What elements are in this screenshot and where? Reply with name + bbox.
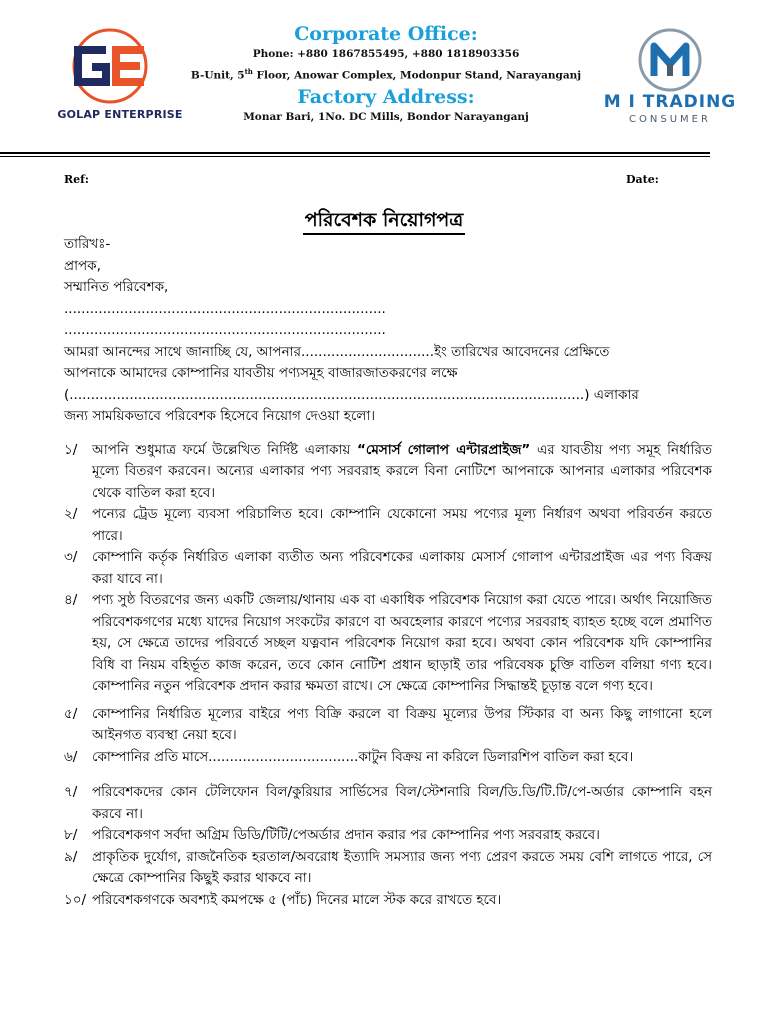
- clause-text: প্রাকৃতিক দুর্যোগ, রাজনৈতিক হরতাল/অবরোধ ইত্যাদি সমস্যার জন্য পণ্য প্রেরণ করতে সময় বেশি লাগতে পারে, সে ক্ষেত্রে কোম্পানির কিছুই করার থাকবে না।: [92, 848, 712, 886]
- clause-6: [64, 747, 712, 769]
- clause-4: [64, 590, 712, 698]
- clause-9: [64, 847, 712, 890]
- company-info: [180, 22, 592, 126]
- phone-line: Phone: +880 1867855495, +880 1818903356: [252, 48, 520, 60]
- letter-body: [64, 234, 712, 911]
- clause-number: ১০/: [64, 891, 87, 908]
- intro-paragraph-line-3: (........................................................................................................................) এলাকার: [64, 386, 639, 403]
- clause-text: পরিবেশকদের কোন টেলিফোন বিল/কুরিয়ার সার্ভিসের বিল/স্টেশনারি বিল/ডি.ডি/টি.টি/পে-অর্ডার কোম্পানি বহন করবে না।: [92, 784, 712, 822]
- clause-text: কোম্পানির নির্ধারিত মূল্যের বাইরে পণ্য বিক্রি করলে বা বিক্রয় মূল্যের উপর স্টিকার বা অন্য কিছু লাগানো হলে আইনগত ব্যবস্থা নেয়া হবে।: [92, 705, 712, 743]
- date-line: তারিখঃ-: [64, 236, 111, 252]
- header-divider-thin: [0, 156, 710, 157]
- golap-enterprise-name: GOLAP ENTERPRISE: [57, 108, 183, 121]
- date-label: Date:: [626, 173, 659, 186]
- golap-enterprise-logo: [40, 26, 183, 136]
- intro-paragraph-line-1: আমরা আনন্দের সাথে জানাচ্ছি যে, আপনার...............................ইং তারিখের আবেদনের প্রেক্ষিতে: [64, 343, 610, 360]
- clause-text: পণ্য সুষ্ঠ বিতরণের জন্য একটি জেলায়/থানায় এক বা একাধিক পরিবেশক নিয়োগ করা যেতে পারে। অর্থাৎ নিয়োজিত পরিবেশকগণের মধ্যে যাদের নিয়োগ সংকটের কারণে বা অবহেলার কারণে পণ্যের সরবরাহ ব্যাহত হচ্ছে বলে প্রমাণিত হয়, সে ক্ষেত্রে তাদের পরিবর্তে সচ্ছল যত্নবান পরিবেশক নিয়োগ করা হবে। অথবা কোন পরিবেশক যদি কোম্পানির বিধি বা নিয়ম বহির্ভূত কাজ করেন, তবে কোন নোটিশ প্রধান ছাড়াই তার পরিবেষক চুক্তি বাতিল বলিয়া গণ্য হবে। কোম্পানির নতুন পরিবেশক প্রদান করার ক্ষমতা রাখে। সে ক্ষেত্রে কোম্পানির সিদ্ধান্তই চূড়ান্ত বলে গণ্য হবে।: [92, 592, 712, 694]
- clause-3: [64, 547, 712, 590]
- intro-paragraph-line-4: জন্য সাময়িকভাবে পরিবেশক হিসেবে নিয়োগ দেওয়া হলো।: [64, 408, 376, 424]
- factory-address: Monar Bari, 1No. DC Mills, Bondor Narayanganj: [243, 110, 529, 123]
- clause-number: ৩/: [64, 549, 78, 565]
- document-title: পরিবেশক নিয়োগপত্র: [0, 206, 768, 238]
- clause-number: ১/: [64, 441, 78, 458]
- blank-line-1: ...........................................................................: [64, 300, 386, 317]
- header-divider: [0, 152, 710, 154]
- ge-logo-icon: [40, 26, 180, 106]
- factory-address-heading: Factory Address:: [297, 85, 475, 108]
- intro-paragraph-line-2: আপনাকে আমাদের কোম্পানির যাবতীয় পণ্যসমূহ বাজারজাতকরণের লক্ষে: [64, 365, 458, 381]
- clause-number: ৪/: [64, 592, 78, 608]
- corporate-office-heading: Corporate Office:: [294, 23, 478, 45]
- clause-text: পরিবেশকগণকে অবশ্যই কমপক্ষে ৫ (পাঁচ) দিনের মালে স্টক করে রাখতে হবে।: [92, 891, 502, 908]
- clause-7: [64, 782, 712, 825]
- company-name-bold: “মেসার্স গোলাপ এন্টারপ্রাইজ”: [357, 441, 531, 458]
- clause-1: [64, 440, 712, 505]
- clause-5: [64, 704, 712, 747]
- salutation-line: সম্মানিত পরিবেশক,: [64, 279, 169, 295]
- mi-trading-name: M I TRADING: [603, 92, 737, 112]
- clause-number: ৭/: [64, 784, 78, 800]
- clause-text: কোম্পানির প্রতি মাসে...................................কাটুন বিক্রয় না করিলে ডিলারশিপ বাতিল করা হবে।: [92, 748, 634, 765]
- clause-text: পরিবেশকগণ সর্বদা অগ্রিম ডিডি/টিটি/পেঅর্ডার প্রদান করার পর কোম্পানির পণ্য সরবরাহ করবে।: [92, 827, 600, 843]
- clause-8: [64, 825, 712, 847]
- blank-line-2: ...........................................................................: [64, 322, 386, 338]
- corporate-address: B-Unit, 5th Floor, Anowar Complex, Modonpur Stand, Narayanganj: [190, 67, 582, 82]
- clause-number: ৮/: [64, 827, 78, 843]
- clause-number: ৬/: [64, 748, 78, 765]
- mi-trading-subtitle: CONSUMER: [629, 114, 711, 125]
- ref-label: Ref:: [64, 173, 89, 186]
- clause-number: ৯/: [64, 848, 78, 865]
- mi-trading-logo: [590, 26, 750, 136]
- clause-10: [64, 890, 712, 912]
- letterhead: [0, 0, 768, 160]
- recipient-line: প্রাপক,: [64, 257, 101, 274]
- clause-number: ৫/: [64, 705, 78, 722]
- clause-2: [64, 504, 712, 547]
- clause-text: আপনি শুধুমাত্র ফর্মে উল্লেখিত নির্দিষ্ট এলাকায় “মেসার্স গোলাপ এন্টারপ্রাইজ” এর যাবতীয় পণ্য সমূহ নির্ধারিত মূল্যে বিতরণ করবেন। অন্যের এলাকার পণ্য সরবরাহ করলে বিনা নোটিশে আপনাকে আপনার এলাকার পরিবেশক থেকে বাতিল করা হবে।: [92, 441, 713, 501]
- clause-text: কোম্পানি কর্তৃক নির্ধারিত এলাকা ব্যতীত অন্য পরিবেশকের এলাকায় মেসার্স গোলাপ এন্টারপ্রাইজ এর পণ্য বিক্রয় করা যাবে না।: [92, 549, 712, 587]
- clause-text: পন্যের ট্রেড মূল্যে ব্যবসা পরিচালিত হবে। কোম্পানি যেকোনো সময় পণ্যের মূল্য নির্ধারণ অথবা পরিবর্তন করতে পারে।: [92, 506, 712, 544]
- mi-logo-icon: [590, 26, 750, 92]
- clause-number: ২/: [64, 506, 78, 522]
